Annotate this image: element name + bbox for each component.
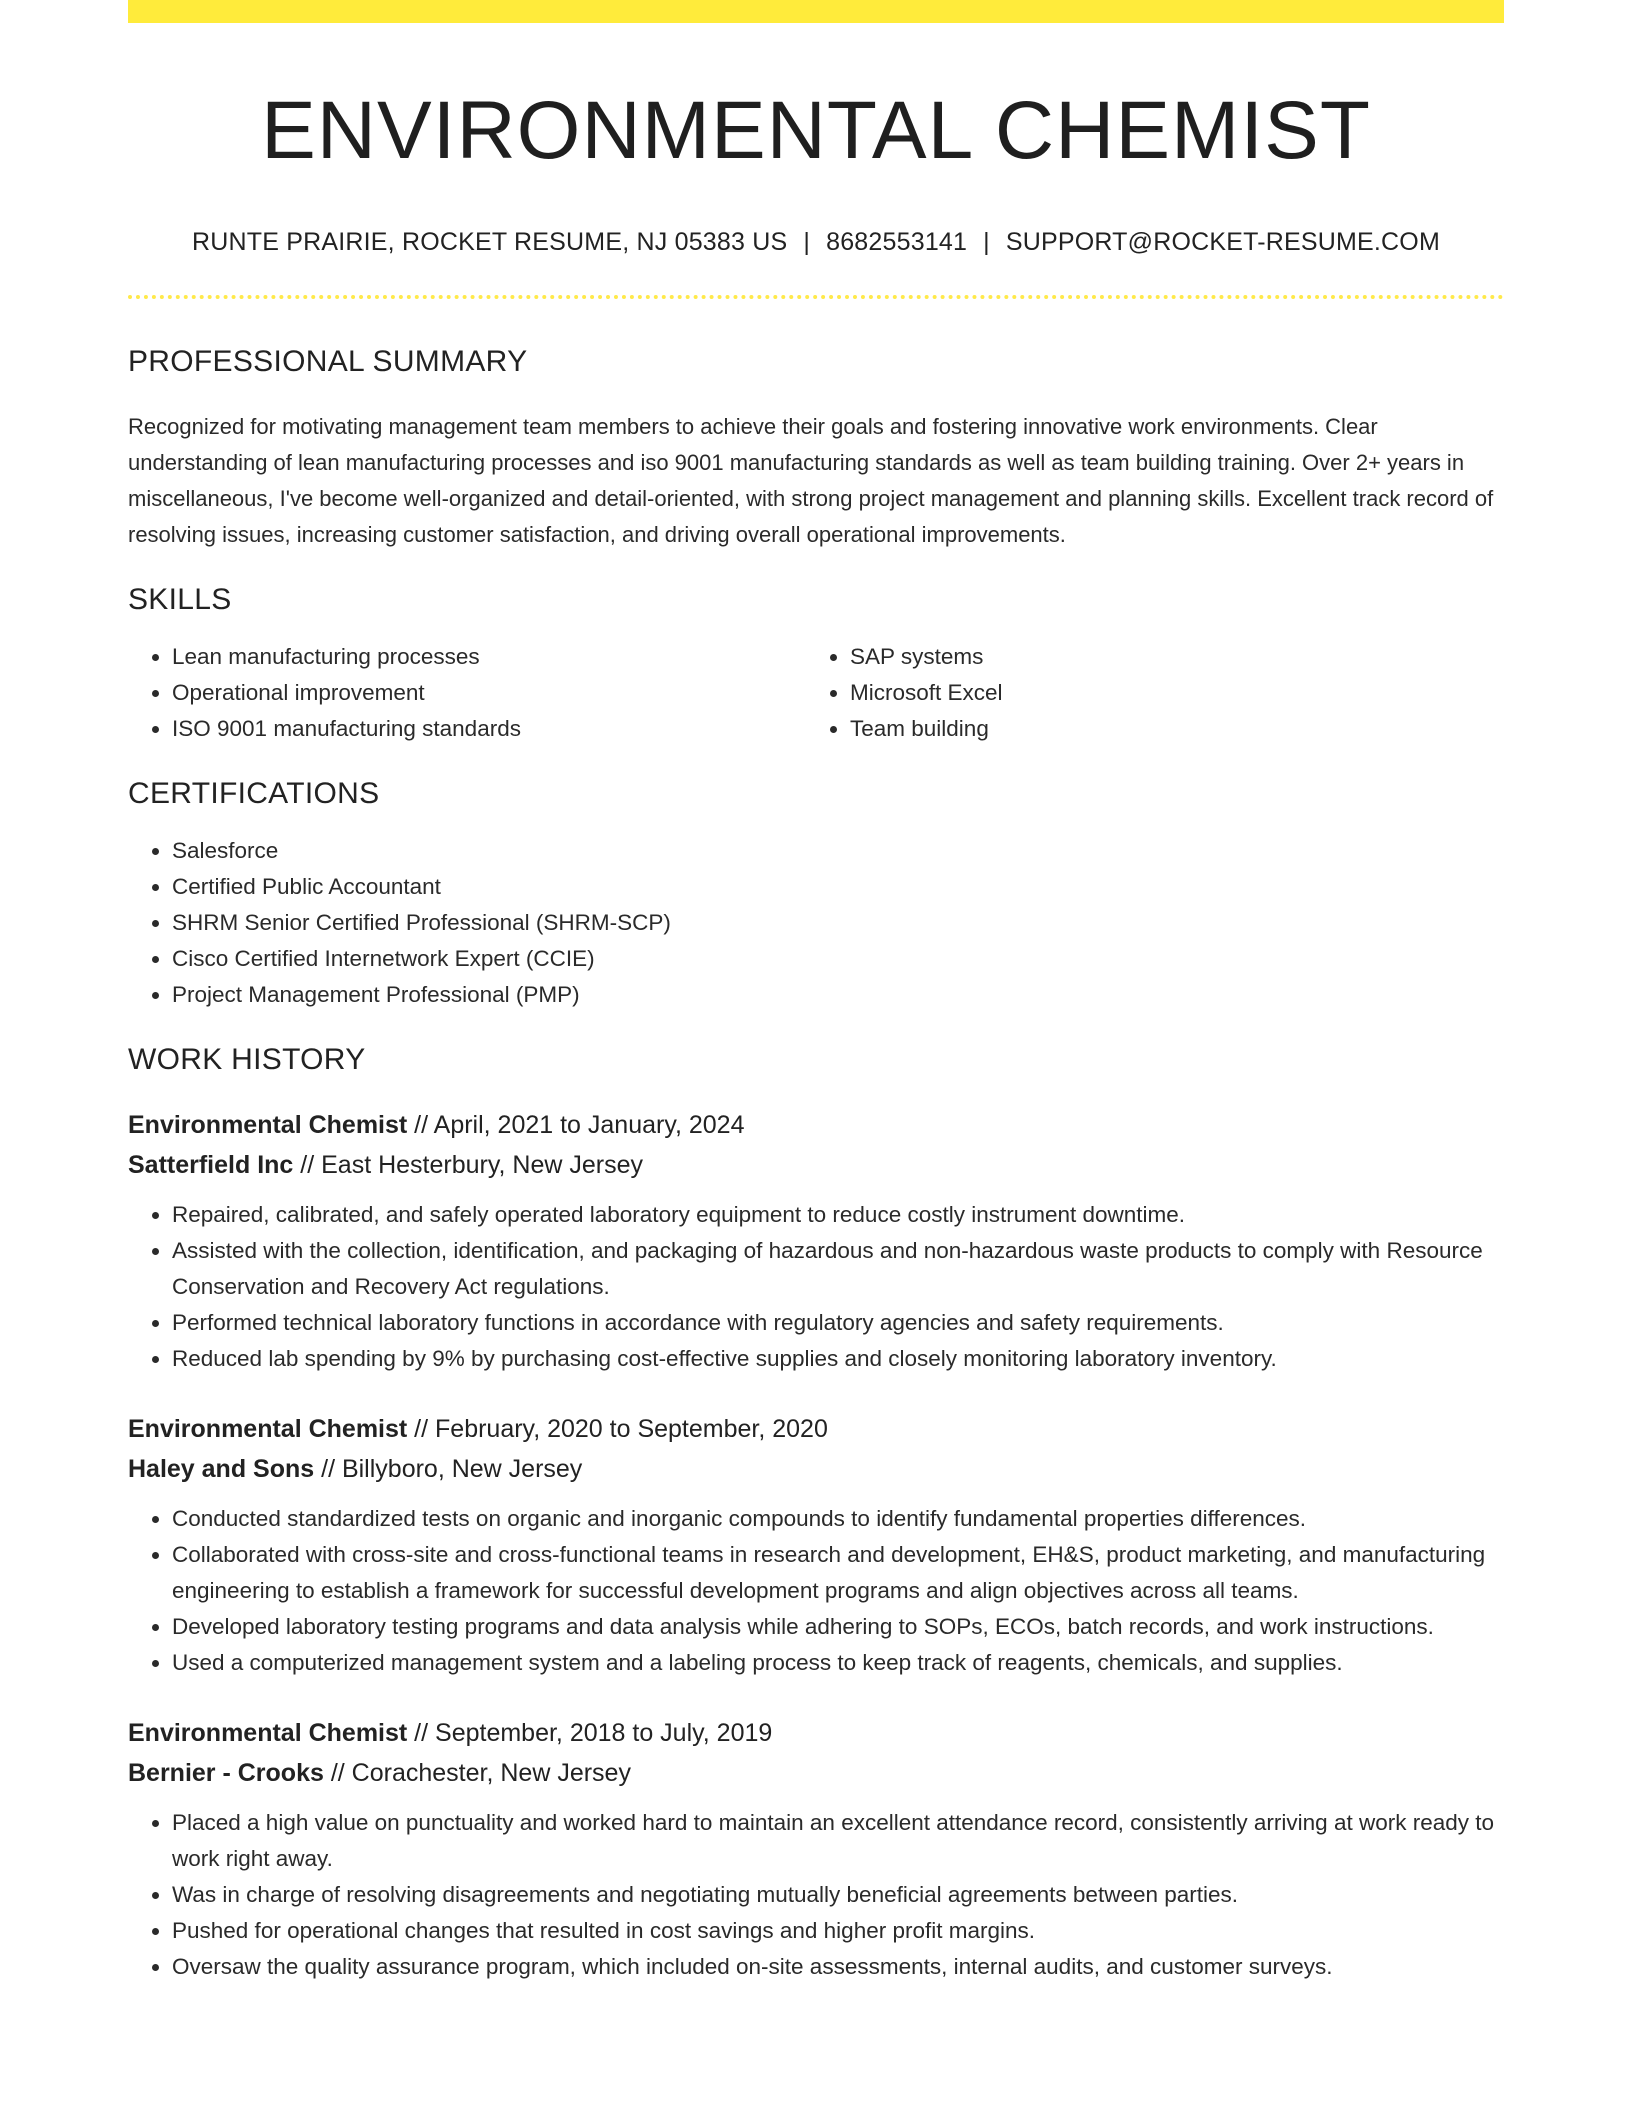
job-bullet: • Performed technical laboratory functions in accordance with regulatory agencies and safety requirements.	[172, 1305, 1504, 1341]
skills-heading: SKILLS	[128, 583, 232, 617]
job-entry	[128, 1713, 1504, 1985]
job-entry	[128, 1105, 1504, 1377]
job-bullet: • Placed a high value on punctuality and worked hard to maintain an excellent attendance record, consistently arriving at work ready to work right away.	[172, 1805, 1504, 1877]
skill-item: • SAP systems	[850, 639, 1484, 675]
job-company-line	[128, 1449, 1504, 1489]
contact-separator: |	[983, 228, 990, 257]
job-bullet: • Developed laboratory testing programs and data analysis while adhering to SOPs, ECOs, batch records, and work instructions.	[172, 1609, 1504, 1645]
job-bullet: • Assisted with the collection, identification, and packaging of hazardous and non-hazardous waste products to comply with Resource Conservation and Recovery Act regulations.	[172, 1233, 1504, 1305]
accent-bar	[128, 0, 1504, 23]
contact-separator: |	[803, 228, 811, 257]
job-dates: // February, 2020 to September, 2020	[407, 1415, 828, 1444]
job-title: Environmental Chemist	[128, 1111, 408, 1140]
job-location: // Billyboro, New Jersey	[314, 1455, 583, 1484]
certifications-list	[128, 833, 1504, 1013]
certification-item: • Salesforce	[172, 833, 1504, 869]
summary-text: Recognized for motivating management team members to achieve their goals and fostering innovative work environments. Clear understanding of lean manufacturing processes and iso 9001 manufacturing standards as well as team building training. Over 2+ years in miscellaneous, I've become well-organized and detail-oriented, with strong project management and planning skills. Excellent track record of resolving issues, increasing customer satisfaction, and driving overall operational improvements.	[128, 414, 1494, 548]
job-title-line	[128, 1105, 1504, 1145]
job-company: Satterfield Inc	[128, 1151, 294, 1180]
certification-item: • Certified Public Accountant	[172, 869, 1504, 905]
skills-list	[128, 639, 1504, 747]
job-bullet: • Oversaw the quality assurance program, which included on-site assessments, internal audits, and customer surveys.	[172, 1949, 1504, 1985]
job-location: // Corachester, New Jersey	[323, 1759, 631, 1788]
job-company-line	[128, 1753, 1504, 1793]
job-dates: // April, 2021 to January, 2024	[407, 1111, 745, 1140]
job-company-line	[128, 1145, 1504, 1185]
job-title: Environmental Chemist	[128, 1719, 408, 1748]
contact-address: RUNTE PRAIRIE, ROCKET RESUME, NJ 05383 US	[192, 228, 788, 257]
job-company: Bernier - Crooks	[128, 1759, 324, 1788]
skill-item: • ISO 9001 manufacturing standards	[172, 711, 806, 747]
certifications-heading: CERTIFICATIONS	[128, 777, 380, 811]
contact-email[interactable]: SUPPORT@ROCKET-RESUME.COM	[1005, 228, 1440, 257]
job-bullets	[128, 1501, 1504, 1681]
job-title-line	[128, 1409, 1504, 1449]
dotted-divider	[128, 295, 1504, 299]
skill-item: • Team building	[850, 711, 1484, 747]
contact-phone: 8682553141	[826, 228, 968, 257]
skill-item: • Lean manufacturing processes	[172, 639, 806, 675]
job-location: // East Hesterbury, New Jersey	[293, 1151, 643, 1180]
job-title-line	[128, 1713, 1504, 1753]
certification-item: • Project Management Professional (PMP)	[172, 977, 1504, 1013]
job-bullets	[128, 1805, 1504, 1985]
job-bullet: • Used a computerized management system and a labeling process to keep track of reagents, chemicals, and supplies.	[172, 1645, 1504, 1681]
job-dates: // September, 2018 to July, 2019	[407, 1719, 773, 1748]
certification-item: • Cisco Certified Internetwork Expert (CCIE)	[172, 941, 1504, 977]
skill-item: • Operational improvement	[172, 675, 806, 711]
skills-column-left	[128, 639, 806, 747]
job-bullet: • Was in charge of resolving disagreements and negotiating mutually beneficial agreements between parties.	[172, 1877, 1504, 1913]
work-history-heading: WORK HISTORY	[128, 1043, 366, 1077]
job-entry	[128, 1409, 1504, 1681]
certification-item: • SHRM Senior Certified Professional (SHRM-SCP)	[172, 905, 1504, 941]
resume-title: ENVIRONMENTAL CHEMIST	[261, 85, 1371, 176]
contact-line	[128, 228, 1504, 257]
job-bullet: • Repaired, calibrated, and safely operated laboratory equipment to reduce costly instrument downtime.	[172, 1197, 1504, 1233]
skills-column-right	[806, 639, 1484, 747]
skill-item: • Microsoft Excel	[850, 675, 1484, 711]
resume-page	[128, 0, 1504, 1985]
summary-heading: PROFESSIONAL SUMMARY	[128, 345, 528, 379]
job-company: Haley and Sons	[128, 1455, 315, 1484]
job-bullets	[128, 1197, 1504, 1377]
job-bullet: • Collaborated with cross-site and cross-functional teams in research and development, EH&S, product marketing, and manufacturing engineering to establish a framework for successful development programs and align objectives across all teams.	[172, 1537, 1504, 1609]
job-bullet: • Conducted standardized tests on organic and inorganic compounds to identify fundamental properties differences.	[172, 1501, 1504, 1537]
job-title: Environmental Chemist	[128, 1415, 408, 1444]
job-bullet: • Reduced lab spending by 9% by purchasing cost-effective supplies and closely monitoring laboratory inventory.	[172, 1341, 1504, 1377]
job-bullet: • Pushed for operational changes that resulted in cost savings and higher profit margins.	[172, 1913, 1504, 1949]
